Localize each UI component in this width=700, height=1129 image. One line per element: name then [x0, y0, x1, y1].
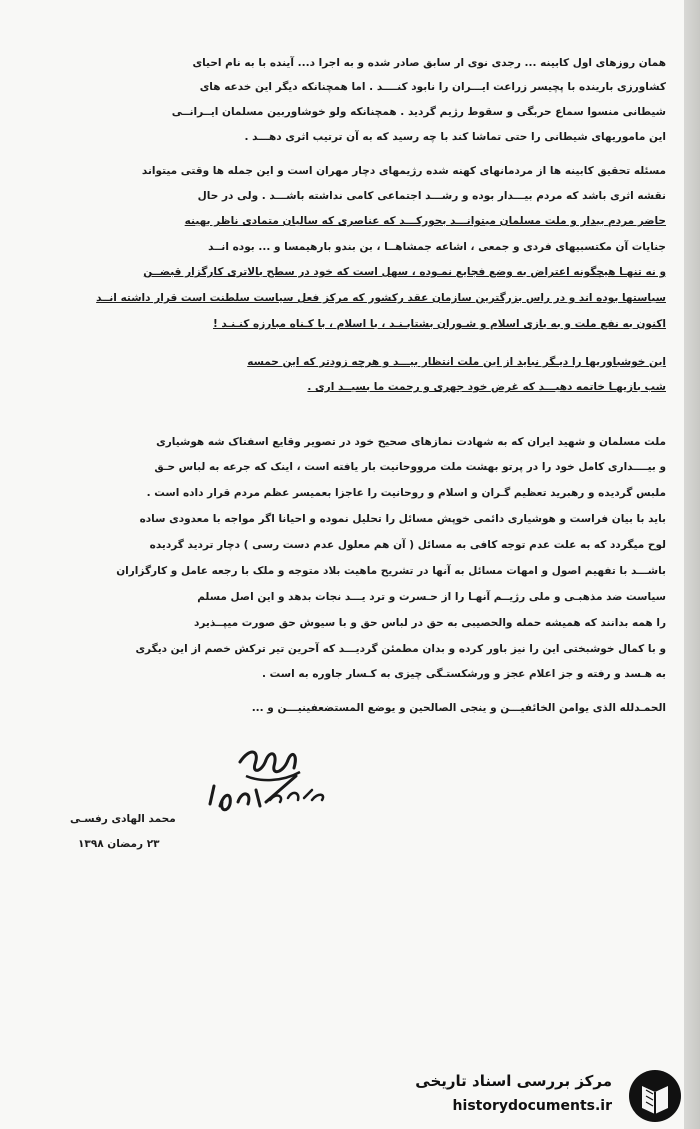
watermark-url: historydocuments.ir [452, 1098, 612, 1114]
text-line: لوح میگردد که به علت عدم توجه کافی به مسائل ( آن هم معلول عدم دست رسی ) دچار تردید گردیده [149, 539, 666, 551]
archive-watermark [415, 1066, 690, 1126]
text-line-underlined: شب بازیهـا خاتمه دهیـــد که غرض خود جهری و رحمت ما بسیــد اری . [307, 381, 666, 393]
signer-name: محمد الهادی رفسـی [70, 813, 176, 825]
text-line-underlined: سیاستها بوده اند و در راس بزرگترین سازمان عقد رکشور که مرکز فعل سیاست سلطنت است قرار داشته انــد [96, 292, 666, 304]
text-line: همان روزهای اول کابینه ... رجدی نوی ار سابق صادر شده و به اجرا د... آینده با به نام احیای [192, 57, 666, 69]
text-line: به هـسد و رفته و جز اعلام عجز و ورشکستـگی چیزی به کـسار جاوره به است . [262, 668, 666, 680]
book-logo-icon [626, 1068, 684, 1124]
closing-prayer: الحمـدلله الذی یوامن الخائفیـــن و ینجی الصالحین و یوضع المستضعفینیـــن و ... [251, 702, 666, 714]
document-date: ۲۳ رمضان ۱۳۹۸ [78, 838, 160, 850]
text-line: سیاست ضد مذهبـی و ملی رژیــم آنهـا را از حـسرت و ترد یـــد نجات بدهد و این اصل مسلم [197, 591, 666, 603]
text-line: باشـــد با تفهیم اصول و امهات مسائل به آنها در تشریح ماهیت بلاد متوجه و ملک با رجعه عامل و کارگزاران [116, 565, 666, 577]
page-edge-shadow [684, 0, 700, 1129]
text-line-underlined: و نه تنهـا هیچگونه اعتراض به وضع فجایع نمـوده ، سهل است که خود در سطح بالاتری کارگزار قبضــن [143, 266, 666, 278]
text-line-underlined: این خوشباوریها را دیـگر نباید از این ملت انتظار بیـــد و هرچه زودتر که این حمسه [247, 356, 666, 368]
text-line-underlined: حاضر مردم بیدار و ملت مسلمان میتوانـــد بحورکـــد که عناصری که سالیان متمادی ناظر بهینه [184, 215, 666, 227]
text-line: باید با بیان فراست و هوشیاری دائمی خوپش مسائل را تحلیل نموده و احیانا اگر مواجه با معدودی ساده [139, 513, 666, 525]
text-line: و با کمال خوشبختی این را نیز باور کرده و بدان مطمئن گردیـــد که آحرین تیر ترکش خصم از این دیگری [135, 643, 666, 655]
text-line: و بیــــداری کامل خود را در پرتو بهشت ملت مرووحانیت بار یافته است ، اینک که جرعه به لباس حـق [154, 461, 666, 473]
text-line: مسئله تحقیق کابینه ها از مردمانهای کهنه شده رژیمهای دچار مهران است و این جمله ها وقتی میتواند [141, 165, 666, 177]
text-line: ملبس گردیده و رهبرید تعظیم گـران و اسلام و روحانیت را عاجزا بعمیسر عظم مردم قرار داده است . [146, 487, 666, 499]
handwritten-signature [200, 742, 360, 832]
text-line: شیطانی منسوا سماع حربگی و سقوط رژیم گردید . همچنانکه ولو خوشاوربین مسلمان ایــرانــی [171, 106, 666, 118]
text-line: ملت مسلمان و شهید ایران که به شهادت نمازهای صحیح خود در تصویر وقایع اسفناک شه هوشیاری [156, 436, 666, 448]
text-line: این ماموریهای شیطانی را حتی تماشا کند با چه رسید که به آن ترتیب اثری دهـــد . [244, 131, 666, 143]
text-line: جنایات آن مکتسبیهای فردی و جمعی ، اشاعه جمشاهــا ، بن بندو بارهیمسا و ... بوده انــد [208, 241, 666, 253]
text-line-underlined: اکنون به نفع ملت و به بازی اسلام و شـوران بشتابـنـد ، با اسلام ، با کـناه مبارزه کنـنـد ! [212, 318, 666, 330]
watermark-title: مرکز بررسی اسناد تاریخی [415, 1072, 612, 1090]
text-line: را همه بدانند که همیشه حمله والحصیبی به حق در لباس حق و با سیوش حق صورت میپــذیرد [193, 617, 666, 629]
text-line: کشاورزی بارینده با پچیسر زراعت ایـــران را نابود کنــــد . اما همچنانکه دیگر این خدعه های [199, 81, 666, 93]
text-line: نقشه اثری باشد که مردم بیـــدار بوده و رشـــد اجتماعی کامی نداشته باشـــد . ولی در حال [197, 190, 666, 202]
